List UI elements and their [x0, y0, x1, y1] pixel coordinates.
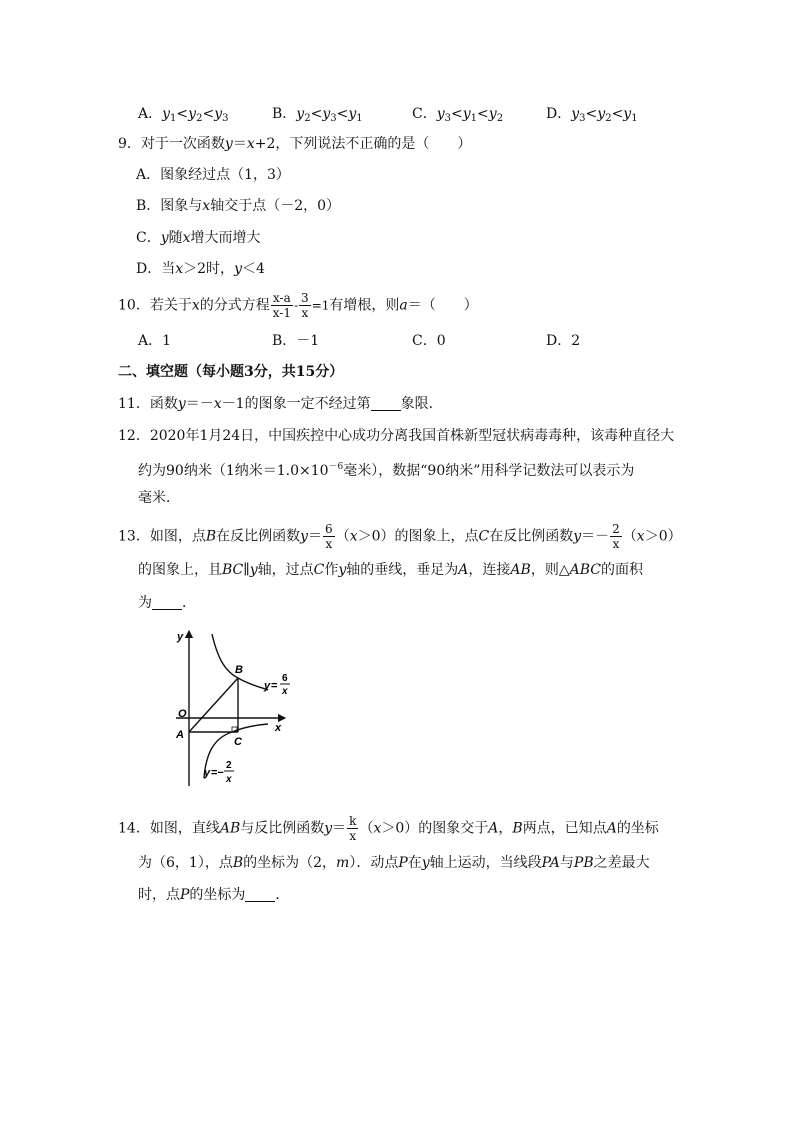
- q10-option-a: A．1: [138, 333, 172, 349]
- q8-option-a: A．$y_1<y_2<y_3$: [138, 106, 229, 124]
- q14-blank: [245, 887, 275, 902]
- segment-ab: [189, 678, 238, 732]
- q14-line-3: 时，点P的坐标为 ．: [138, 887, 290, 903]
- q13-line-2: 的图象上，且BC∥y轴，过点C作y轴的垂线，垂足为A，连接AB，则△ABC的面积: [138, 562, 643, 578]
- q8-option-c: C．$y_3<y_1<y_2$: [412, 106, 504, 124]
- q10-fraction-1: $\frac{x-a}{x-1}$: [272, 291, 291, 320]
- q11-stem: 11．函数y＝－x－1的图象一定不经过第 象限．: [118, 396, 443, 412]
- svg-text:=−: =−: [211, 767, 224, 779]
- q13-fraction-1: $\frac{6}{x}$: [325, 522, 333, 551]
- label-a: A: [176, 729, 184, 741]
- q10-option-d: D．2: [546, 333, 581, 349]
- q13-fraction-2: $\frac{2}{x}$: [612, 522, 620, 551]
- svg-text:6: 6: [282, 673, 288, 684]
- label-axis-y: y: [177, 631, 184, 643]
- label-o: O: [178, 708, 187, 720]
- svg-text:2: 2: [226, 760, 232, 771]
- label-y-6-over-x: [263, 673, 290, 697]
- q13-line-3: 为 ．: [138, 595, 196, 611]
- svg-text:x: x: [282, 686, 288, 697]
- q12-line-1: 12．2020年1月24日，中国疾控中心成功分离我国首株新型冠状病毒毒种，该毒种直径大: [118, 428, 675, 444]
- svg-text:y: y: [264, 680, 271, 692]
- q9-stem: 9．对于一次函数y＝x+2，下列说法不正确的是（ ）: [118, 136, 472, 152]
- q9-option-d: D．当x＞2时，y＜4: [136, 261, 265, 277]
- q13-blank: [152, 595, 182, 610]
- q8-option-b: B．$y_2<y_3<y_1$: [272, 106, 363, 124]
- q14-line-1: 14．如图，直线AB与反比例函数y＝ $\frac{k}{x}$ （x＞0）的图象交于A，B两点，已知点A的坐标: [118, 814, 659, 843]
- q14-line-2: 为（6，1），点B的坐标为（2，m）．动点P在y轴上运动，当线段PA与PB之差最大: [138, 855, 650, 871]
- label-b: B: [235, 664, 243, 676]
- q13-figure: [172, 628, 292, 790]
- q9-option-a: A．图象经过点（1，3）: [136, 167, 290, 183]
- label-axis-x: x: [275, 722, 282, 734]
- section-2-title: 二、填空题（每小题3分，共15分）: [118, 364, 344, 380]
- q9-option-b: B．图象与x轴交于点（－2，0）: [136, 198, 341, 214]
- q13-line-1: 13．如图，点B在反比例函数y＝ $\frac{6}{x}$ （x＞0）的图象上，点C在反比例函数y＝－ $\frac{2}{x}$ （x＞0）: [118, 522, 682, 551]
- svg-text:=: =: [271, 680, 278, 692]
- q10-option-b: B．－1: [272, 333, 320, 349]
- q12-line-3: 毫米．: [138, 490, 180, 506]
- label-c: C: [234, 736, 242, 748]
- q12-line-2: 约为90纳米（1纳米$=1.0\times 10^{-6}$毫米），数据“90纳米”用科学记数法可以表示为: [138, 462, 635, 479]
- svg-text:x: x: [226, 774, 232, 785]
- curve-6-over-x: [212, 634, 268, 690]
- q10-fraction-2: $\frac{3}{x}$: [301, 291, 309, 320]
- q11-blank: [371, 396, 401, 411]
- label-y-neg-2-over-x: [203, 760, 234, 785]
- svg-text:y: y: [204, 767, 211, 779]
- q10-stem: 10．若关于x的分式方程 $\frac{x-a}{x-1}$ - $\frac{3}{x}$ =1有增根，则a＝（ ）: [118, 291, 478, 320]
- q8-option-d: D．$y_3<y_2<y_1$: [546, 106, 638, 124]
- q10-option-c: C．0: [412, 333, 446, 349]
- q9-option-c: C．y随x增大而增大: [136, 230, 261, 246]
- q14-fraction: $\frac{k}{x}$: [349, 814, 357, 843]
